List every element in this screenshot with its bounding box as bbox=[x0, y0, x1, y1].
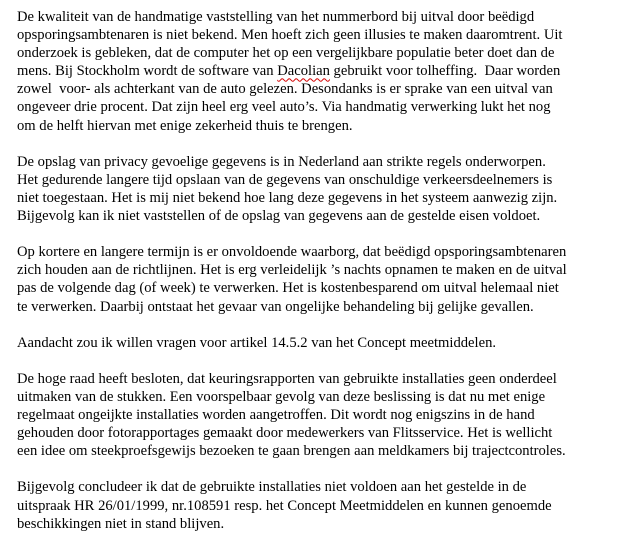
text-line: pas de volgende dag (of week) te verwerken. Het is kostenbesparend om uitval helemaal niet bbox=[17, 280, 559, 297]
text-line: zich houden aan de richtlijnen. Het is erg verleidelijk ’s nachts opnamen te maken en de uitval bbox=[17, 262, 567, 279]
text-line: De hoge raad heeft besloten, dat keuringsrapporten van gebruikte installaties geen onderdeel bbox=[17, 370, 557, 387]
text-line: Op kortere en langere termijn is er onvoldoende waarborg, dat beëdigd opsporingsambtenaren bbox=[17, 244, 567, 261]
text-line: ongeveer drie procent. Dat zijn heel erg veel auto’s. Via handmatig verwerking lukt het nog bbox=[17, 99, 551, 116]
paragraph bbox=[17, 334, 623, 352]
text-line: uitmaken van de stukken. Een voorspelbaar gevolg van deze beslissing is dat nu met enige bbox=[17, 388, 546, 405]
text-line: Bijgevolg kan ik niet vaststellen of de opslag van gegevens aan de gestelde eisen voldoet. bbox=[17, 208, 541, 225]
text-line: opsporingsambtenaren is niet bekend. Men hoeft zich geen illusies te maken daaromtrent. Uit bbox=[17, 27, 563, 44]
document-body[interactable] bbox=[17, 8, 623, 551]
text-segment: mens. Bij Stockholm wordt de software van bbox=[17, 63, 278, 80]
text-line: gehouden door fotorapportages gemaakt door medewerkers van Flitsservice. Het is wellicht bbox=[17, 425, 553, 442]
text-segment: gebruikt voor tolheffing. Daar worden bbox=[329, 63, 561, 80]
paragraph bbox=[17, 478, 623, 532]
text-line: De opslag van privacy gevoelige gegevens is in Nederland aan strikte regels onderworpen. bbox=[17, 153, 546, 170]
text-line: Aandacht zou ik willen vragen voor artikel 14.5.2 van het Concept meetmiddelen. bbox=[17, 334, 497, 351]
text-line: een idee om steekproefsgewijs bezoeken te gaan brengen aan meldkamers bij trajectcontroles. bbox=[17, 443, 566, 460]
spelling-flagged-word[interactable]: Dacolian bbox=[277, 63, 330, 80]
paragraph bbox=[17, 243, 623, 315]
text-line bbox=[17, 62, 623, 80]
text-line: te verwerken. Daarbij ontstaat het gevaar van ongelijke behandeling bij gelijke gevallen. bbox=[17, 298, 534, 315]
text-line: beschikkingen niet in stand blijven. bbox=[17, 515, 225, 532]
paragraph bbox=[17, 153, 623, 225]
text-line: om de helft hiervan met enige zekerheid thuis te brengen. bbox=[17, 117, 353, 134]
text-line: Het gedurende langere tijd opslaan van de gegevens van onschuldige verkeersdeelnemers is bbox=[17, 171, 553, 188]
text-line: onderzoek is gebleken, dat de computer het op een vergelijkbare populatie beter doet dan de bbox=[17, 45, 555, 62]
text-line: uitspraak HR 26/01/1999, nr.108591 resp. het Concept Meetmiddelen en kunnen genoemde bbox=[17, 497, 552, 514]
text-line: niet toegestaan. Het is mij niet bekend hoe lang deze gegevens in het systeem aanwezig zijn. bbox=[17, 189, 558, 206]
paragraph bbox=[17, 370, 623, 460]
text-line: De kwaliteit van de handmatige vaststelling van het nummerbord bij uitval door beëdigd bbox=[17, 9, 535, 25]
text-line: Bijgevolg concludeer ik dat de gebruikte installaties niet voldoen aan het gestelde in de bbox=[17, 479, 527, 496]
text-line: regelmaat ongeijkte installaties worden aangetroffen. Dit wordt nog enigszins in de hand bbox=[17, 407, 535, 424]
text-line: zowel voor- als achterkant van de auto gelezen. Desondanks is er sprake van een uitval van bbox=[17, 81, 553, 98]
paragraph bbox=[17, 8, 623, 135]
